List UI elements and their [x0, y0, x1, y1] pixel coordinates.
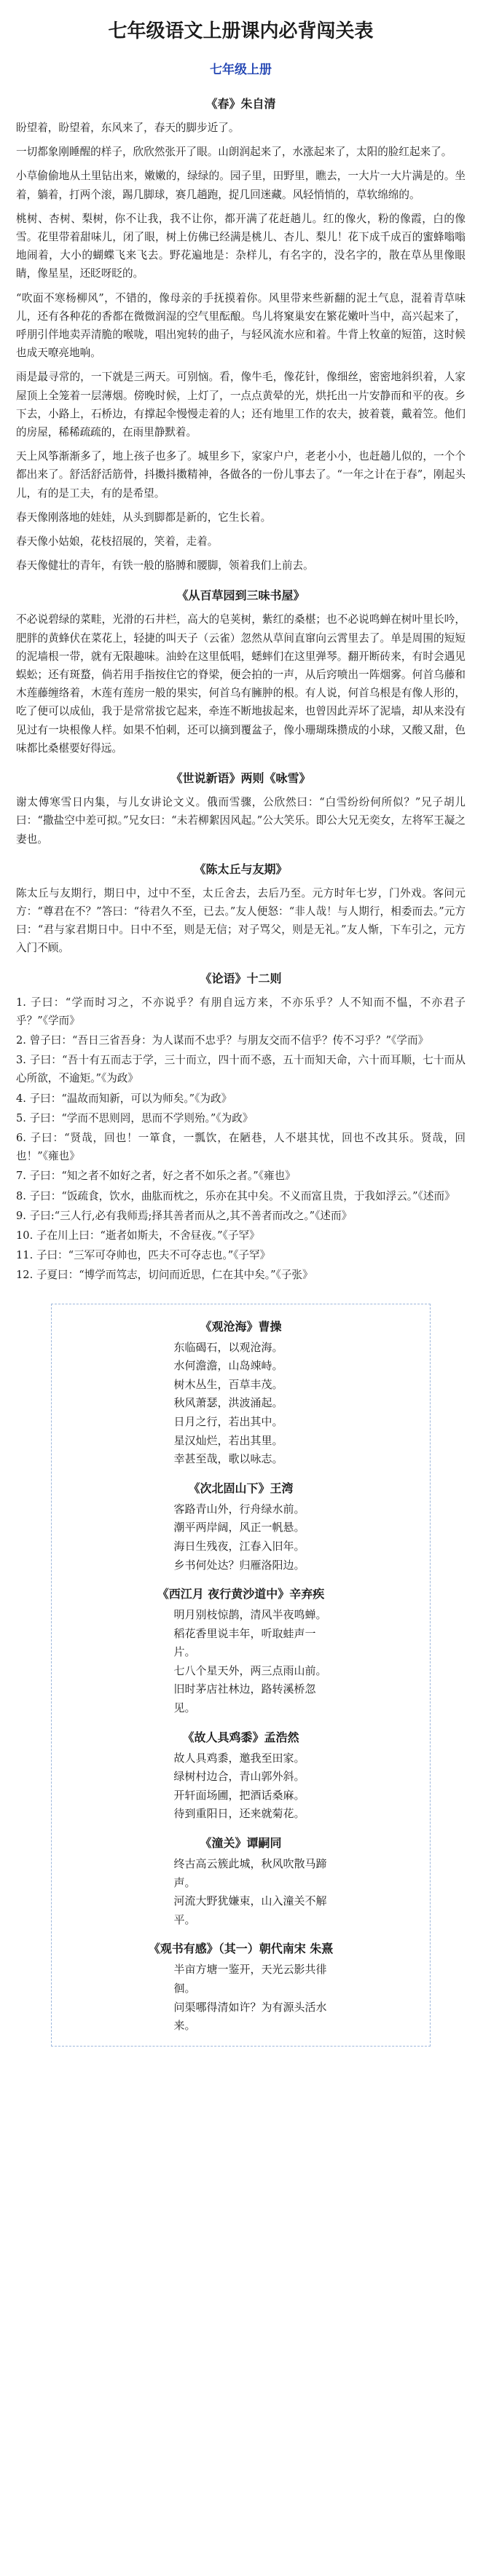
list-item: 9. 子曰:“三人行,必有我师焉;择其善者而从之,其不善者而改之。”《述而》: [16, 1209, 353, 1222]
poem-box: [51, 1304, 431, 2047]
poem-title: 《观沧海》曹操: [200, 1319, 282, 1334]
list-item: 7. 子曰：“知之者不如好之者，好之者不如乐之者。”《雍也》: [16, 1170, 296, 1183]
poem-line: 绿树村边合，青山郭外斜。: [173, 1770, 305, 1784]
paragraph: 春天像健壮的青年，有铁一般的胳膊和腰脚，领着我们上前去。: [16, 559, 314, 572]
list-item: 11. 子曰：“三军可夺帅也，匹夫不可夺志也。”《子罕》: [16, 1249, 271, 1262]
poem-line: 稻花香里说丰年，听取蛙声一片。: [173, 1626, 316, 1659]
poem-lines: [154, 1961, 329, 2035]
poem-block: [66, 1317, 415, 1469]
text-section: [16, 969, 466, 1285]
poem-block: [66, 1585, 415, 1718]
section-title: 《春》朱自清: [205, 97, 276, 111]
list-item: 12. 子夏曰：“博学而笃志，切问而近思，仁在其中矣。”《子张》: [16, 1269, 313, 1282]
poem-lines: [154, 1606, 329, 1718]
poem-block: [66, 1728, 415, 1824]
poem-title: 《故人具鸡黍》孟浩然: [182, 1730, 299, 1744]
paragraph: 陈太丘与友期行，期日中，过中不至，太丘舍去，去后乃至。元方时年七岁，门外戏。客问元方：“尊君在不？”答曰：“待君久不至，已去。”友人便怒：“非人哉！与人期行，相委而去。”元方曰：“君与家君期日中。日中不至，则是无信；对子骂父，则是无礼。”友人惭，下车引之，元方入门不顾。: [16, 886, 466, 955]
poem-block: [66, 1479, 415, 1575]
poem-line: 东临碣石，以观沧海。: [173, 1340, 283, 1354]
document-title: 七年级语文上册课内必背闯关表: [108, 20, 374, 42]
poem-line: 开轩面场圃，把酒话桑麻。: [173, 1788, 305, 1802]
paragraph: 天上风筝渐渐多了，地上孩子也多了。城里乡下，家家户户，老老小小，也赶趟儿似的，一个个都出来了。舒活舒活筋骨，抖擞抖擞精神，各做各的一份儿事去了。“一年之计在于春”，刚起头儿，有的是工夫，有的是希望。: [16, 450, 466, 500]
list-item: 6. 子曰：“贤哉，回也！一箪食，一瓢饮，在陋巷，人不堪其忧，回也不改其乐。贤哉，回也！”《雍也》: [16, 1131, 466, 1163]
text-section: [16, 586, 466, 757]
list-item: 5. 子曰：“学而不思则罔，思而不学则殆。”《为政》: [16, 1111, 254, 1124]
poem-title: 《观书有感》（其一）朝代南宋 朱熹: [148, 1942, 334, 1956]
text-section: [16, 95, 466, 575]
poem-block: [66, 1834, 415, 1929]
poem-line: 幸甚至哉，歌以咏志。: [173, 1452, 283, 1466]
list-item: 10. 子在川上曰：“逝者如斯夫，不舍昼夜。”《子罕》: [16, 1229, 260, 1242]
paragraph: “吹面不寒杨柳风”，不错的，像母亲的手抚摸着你。风里带来些新翻的泥土气息，混着青草味儿，还有各种花的香都在微微润湿的空气里酝酿。鸟儿将窠巢安在繁花嫩叶当中，高兴起来了，呼朋引伴地卖弄清脆的喉咙，唱出宛转的曲子，与轻风流水应和着。牛背上牧童的短笛，这时候也成天嘹亮地响。: [16, 291, 466, 360]
poem-line: 明月别枝惊鹊，清风半夜鸣蝉。: [173, 1608, 327, 1622]
poem-line: 潮平两岸阔，风正一帆悬。: [173, 1521, 305, 1535]
grade-heading: 七年级上册: [210, 63, 272, 77]
list-item: 8. 子曰：“饭疏食，饮水，曲肱而枕之，乐亦在其中矣。不义而富且贵，于我如浮云。”《述而》: [16, 1189, 455, 1202]
paragraph: 春天像小姑娘，花枝招展的，笑着，走着。: [16, 535, 219, 548]
paragraph: 不必说碧绿的菜畦，光滑的石井栏，高大的皂荚树，紫红的桑椹；也不必说鸣蝉在树叶里长吟，肥胖的黄蜂伏在菜花上，轻捷的叫天子（云雀）忽然从草间直窜向云霄里去了。单是周围的短短的泥墙根一带，就有无限趣味。油蛉在这里低唱，蟋蟀们在这里弹琴。翻开断砖来，有时会遇见蜈蚣；还有斑蝥，倘若用手指按住它的脊梁，便会拍的一声，从后窍喷出一阵烟雾。何首乌藤和木莲藤缠络着，木莲有莲房一般的果实，何首乌有臃肿的根。有人说，何首乌根是有像人形的，吃了便可以成仙，我于是常常拔它起来，牵连不断地拔起来，也曾因此弄坏了泥墙，却从来没有见过有一块根像人样。如果不怕刺，还可以摘到覆盆子，像小珊瑚珠攒成的小球，又酸又甜，色味都比桑椹要好得远。: [16, 613, 466, 755]
numbered-list: [16, 993, 466, 1285]
poem-line: 海日生残夜，江春入旧年。: [173, 1539, 305, 1553]
poem-block: [66, 1939, 415, 2035]
poem-line: 半亩方塘一鉴开，天光云影共徘徊。: [173, 1963, 327, 1995]
paragraph: 桃树、杏树、梨树，你不让我，我不让你，都开满了花赶趟儿。红的像火，粉的像霞，白的像雪。花里带着甜味儿，闭了眼，树上仿佛已经满是桃儿、杏儿、梨儿！花下成千成百的蜜蜂嗡嗡地闹着，大小的蝴蝶飞来飞去。野花遍地是：杂样儿，有名字的，没名字的，散在草丛里像眼睛，像星星，还眨呀眨的。: [16, 212, 466, 280]
list-item: 1. 子曰：“学而时习之，不亦说乎？有朋自远方来，不亦乐乎？人不知而不愠，不亦君子乎？”《学而》: [16, 996, 466, 1027]
poem-line: 旧时茅店社林边，路转溪桥忽见。: [173, 1682, 316, 1715]
poem-line: 待到重阳日，还来就菊花。: [173, 1807, 305, 1821]
paragraph: 春天像刚落地的娃娃，从头到脚都是新的，它生长着。: [16, 511, 272, 524]
section-title: 《陈太丘与友期》: [194, 862, 288, 876]
list-item: 2. 曾子曰：“吾日三省吾身：为人谋而不忠乎？与朋友交而不信乎？传不习乎？”《学而》: [16, 1033, 429, 1047]
poem-lines: [154, 1500, 329, 1575]
poem-line: 故人具鸡黍，邀我至田家。: [173, 1751, 305, 1765]
poem-lines: [154, 1339, 329, 1469]
poem-line: 客路青山外，行舟绿水前。: [173, 1502, 305, 1516]
list-item: 4. 子曰：“温故而知新，可以为师矣。”《为政》: [16, 1092, 232, 1105]
poem-line: 树木丛生，百草丰茂。: [173, 1377, 283, 1391]
poem-line: 河流大野犹嫌束，山入潼关不解平。: [173, 1894, 327, 1926]
poem-line: 水何澹澹，山岛竦峙。: [173, 1359, 283, 1373]
poem-title: 《次北固山下》王湾: [188, 1481, 294, 1495]
paragraph: 小草偷偷地从土里钻出来，嫩嫩的，绿绿的。园子里，田野里，瞧去，一大片一大片满是的。坐着，躺着，打两个滚，踢几脚球，赛几趟跑，捉几回迷藏。风轻悄悄的，草软绵绵的。: [16, 170, 466, 201]
poem-line: 终古高云簇此城，秋风吹散马蹄声。: [173, 1857, 327, 1889]
section-title: 《论语》十二则: [200, 971, 282, 985]
poem-line: 秋风萧瑟，洪波涌起。: [173, 1396, 283, 1410]
text-section: [16, 860, 466, 958]
paragraph: 谢太傅寒雪日内集，与儿女讲论文义。俄而雪骤，公欣然曰：“白雪纷纷何所似？”兄子胡儿曰：“撒盐空中差可拟。”兄女曰：“未若柳絮因风起。”公大笑乐。即公大兄无奕女，左将军王凝之妻也。: [16, 796, 466, 846]
section-title: 《从百草园到三味书屋》: [176, 588, 305, 603]
poem-title: 《西江月 夜行黄沙道中》辛弃疾: [157, 1587, 325, 1602]
poem-lines: [154, 1855, 329, 1929]
poem-line: 星汉灿烂，若出其里。: [173, 1433, 283, 1447]
poem-line: 日月之行，若出其中。: [173, 1414, 283, 1428]
paragraph: 盼望着，盼望着，东风来了，春天的脚步近了。: [16, 122, 240, 134]
poem-line: 乡书何处达？归雁洛阳边。: [173, 1558, 305, 1572]
paragraph: 雨是最寻常的，一下就是三两天。可别恼。看，像牛毛，像花针，像细丝，密密地斜织着，人家屋顶上全笼着一层薄烟。傍晚时候，上灯了，一点点黄晕的光，烘托出一片安静而和平的夜。乡下去，小路上，石桥边，有撑起伞慢慢走着的人；还有地里工作的农夫，披着蓑，戴着笠。他们的房屋，稀稀疏疏的，在雨里静默着。: [16, 371, 466, 439]
poem-line: 问渠哪得清如许？为有源头活水来。: [173, 2000, 327, 2033]
list-item: 3. 子曰：“吾十有五而志于学，三十而立，四十而不惑，五十而知天命，六十而耳顺，七十而从心所欲，不逾矩。”《为政》: [16, 1054, 466, 1085]
section-title: 《世说新语》两则《咏雪》: [170, 771, 311, 786]
poem-title: 《潼关》谭嗣同: [200, 1836, 282, 1851]
text-section: [16, 769, 466, 848]
text-sections: [16, 95, 466, 1285]
poem-lines: [154, 1749, 329, 1824]
poem-line: 七八个星天外，两三点雨山前。: [173, 1663, 327, 1677]
paragraph: 一切都象刚睡醒的样子，欣欣然张开了眼。山朗润起来了，水涨起来了，太阳的脸红起来了。: [16, 146, 452, 159]
